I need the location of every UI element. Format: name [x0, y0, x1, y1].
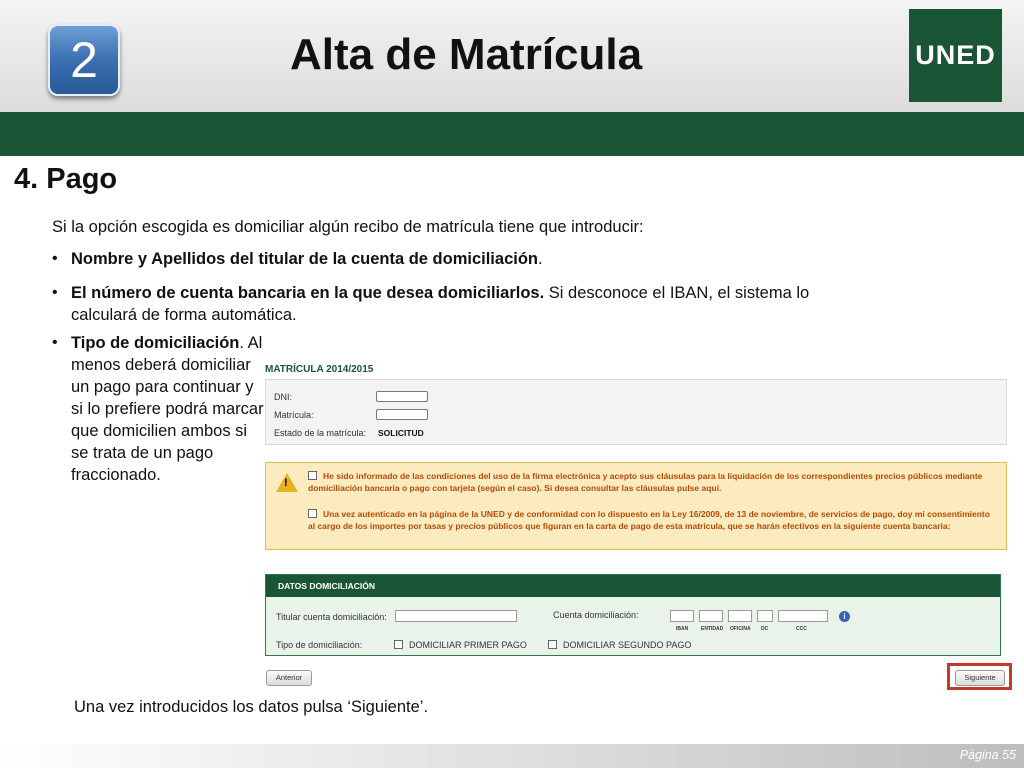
datos-heading: DATOS DOMICILIACIÓN: [266, 575, 1000, 597]
iban-caption: IBAN: [676, 626, 689, 632]
bullet-nombre: [52, 248, 543, 270]
bullet-bold: Tipo de domiciliación: [71, 334, 240, 352]
anterior-button[interactable]: Anterior: [266, 670, 312, 686]
matricula-heading: MATRÍCULA 2014/2015: [265, 364, 374, 375]
slide-header: [0, 0, 1024, 112]
cuenta-label: Cuenta domiciliación:: [553, 610, 639, 620]
entidad-input[interactable]: [699, 610, 723, 622]
segundo-pago-label: DOMICILIAR SEGUNDO PAGO: [563, 640, 692, 650]
slide-footer: [0, 744, 1024, 768]
info-icon[interactable]: i: [839, 611, 850, 622]
estado-label: Estado de la matrícula:: [274, 428, 367, 438]
section-title: 4. Pago: [14, 163, 118, 195]
accept-conditions-checkbox[interactable]: [308, 471, 317, 480]
ccc-caption: CCC: [796, 626, 807, 632]
warning-text-1: He sido informado de las condiciones del uso de la firma electrónica y acepto sus cláusulas para la liquidación de los correspondientes precios públicos mediante domiciliación bancaria o pago con tarjeta (según el caso). Si desea consultar las cláusulas pulse aquí.: [308, 471, 983, 493]
bullet-dot-icon: •: [52, 284, 58, 301]
conditions-warning-box: [265, 462, 1007, 550]
siguiente-button[interactable]: Siguiente: [955, 670, 1005, 686]
warning-icon: !: [276, 473, 298, 492]
consent-charge-checkbox[interactable]: [308, 509, 317, 518]
page-number: Página 55: [959, 748, 1016, 762]
option-primer-pago[interactable]: [394, 640, 527, 650]
matricula-field[interactable]: [376, 409, 428, 420]
oficina-input[interactable]: [728, 610, 752, 622]
dc-input[interactable]: [757, 610, 773, 622]
bullet-tipo: [52, 332, 267, 486]
estado-value: SOLICITUD: [378, 428, 424, 438]
dni-label: DNI:: [274, 392, 292, 402]
warning-condition-2: [308, 509, 998, 532]
matricula-label: Matrícula:: [274, 410, 314, 420]
iban-input[interactable]: [670, 610, 694, 622]
datos-domiciliacion-panel: [265, 574, 1001, 656]
tipo-label: Tipo de domiciliación:: [276, 640, 363, 650]
entidad-caption: ENTIDAD: [701, 626, 724, 632]
intro-text: Si la opción escogida es domiciliar algún recibo de matrícula tiene que introducir:: [52, 218, 644, 236]
dc-caption: DC: [761, 626, 769, 632]
bullet-rest: . Al menos deberá domiciliar un pago para continuar y si lo prefiere podrá marcar que domicilien ambos si se trata de un pago fraccionado.: [71, 334, 264, 484]
dni-field[interactable]: [376, 391, 428, 402]
bullet-bold: Nombre y Apellidos del titular de la cuenta de domiciliación: [71, 250, 538, 268]
titular-input[interactable]: [395, 610, 517, 622]
slide-title: Alta de Matrícula: [290, 30, 643, 79]
matricula-info-panel: [265, 379, 1007, 445]
header-green-bar: [0, 112, 1024, 156]
bullet-dot-icon: •: [52, 334, 58, 351]
primer-pago-checkbox[interactable]: [394, 640, 403, 649]
warning-text-2: Una vez autenticado en la página de la UNED y de conformidad con lo dispuesto en la Ley 16/2009, de 13 de noviembre, de servicios de pago, doy mi consentimiento al cargo de los importes por tasas y precios públicos que figuran en la carta de pago de esta matrícula, que se harán efectivos en la siguiente cuenta bancaria:: [308, 509, 990, 531]
bullet-dot-icon: •: [52, 250, 58, 267]
step-number-badge: 2: [48, 24, 120, 96]
titular-label: Titular cuenta domiciliación:: [276, 612, 387, 622]
primer-pago-label: DOMICILIAR PRIMER PAGO: [409, 640, 527, 650]
ccc-input[interactable]: [778, 610, 828, 622]
oficina-caption: OFICINA: [730, 626, 751, 632]
bullet-rest: .: [538, 250, 543, 268]
bullet-bold: El número de cuenta bancaria en la que desea domiciliarlos.: [71, 284, 545, 302]
segundo-pago-checkbox[interactable]: [548, 640, 557, 649]
bullet-cuenta: [52, 282, 872, 326]
closing-text: Una vez introducidos los datos pulsa ‘Siguiente’.: [74, 698, 429, 716]
uned-logo: UNED: [909, 9, 1002, 102]
option-segundo-pago[interactable]: [548, 640, 691, 650]
warning-condition-1: [308, 471, 998, 494]
bullet-rest: Si desconoce el IBAN, el sistema lo calculará de forma automática.: [71, 284, 810, 324]
